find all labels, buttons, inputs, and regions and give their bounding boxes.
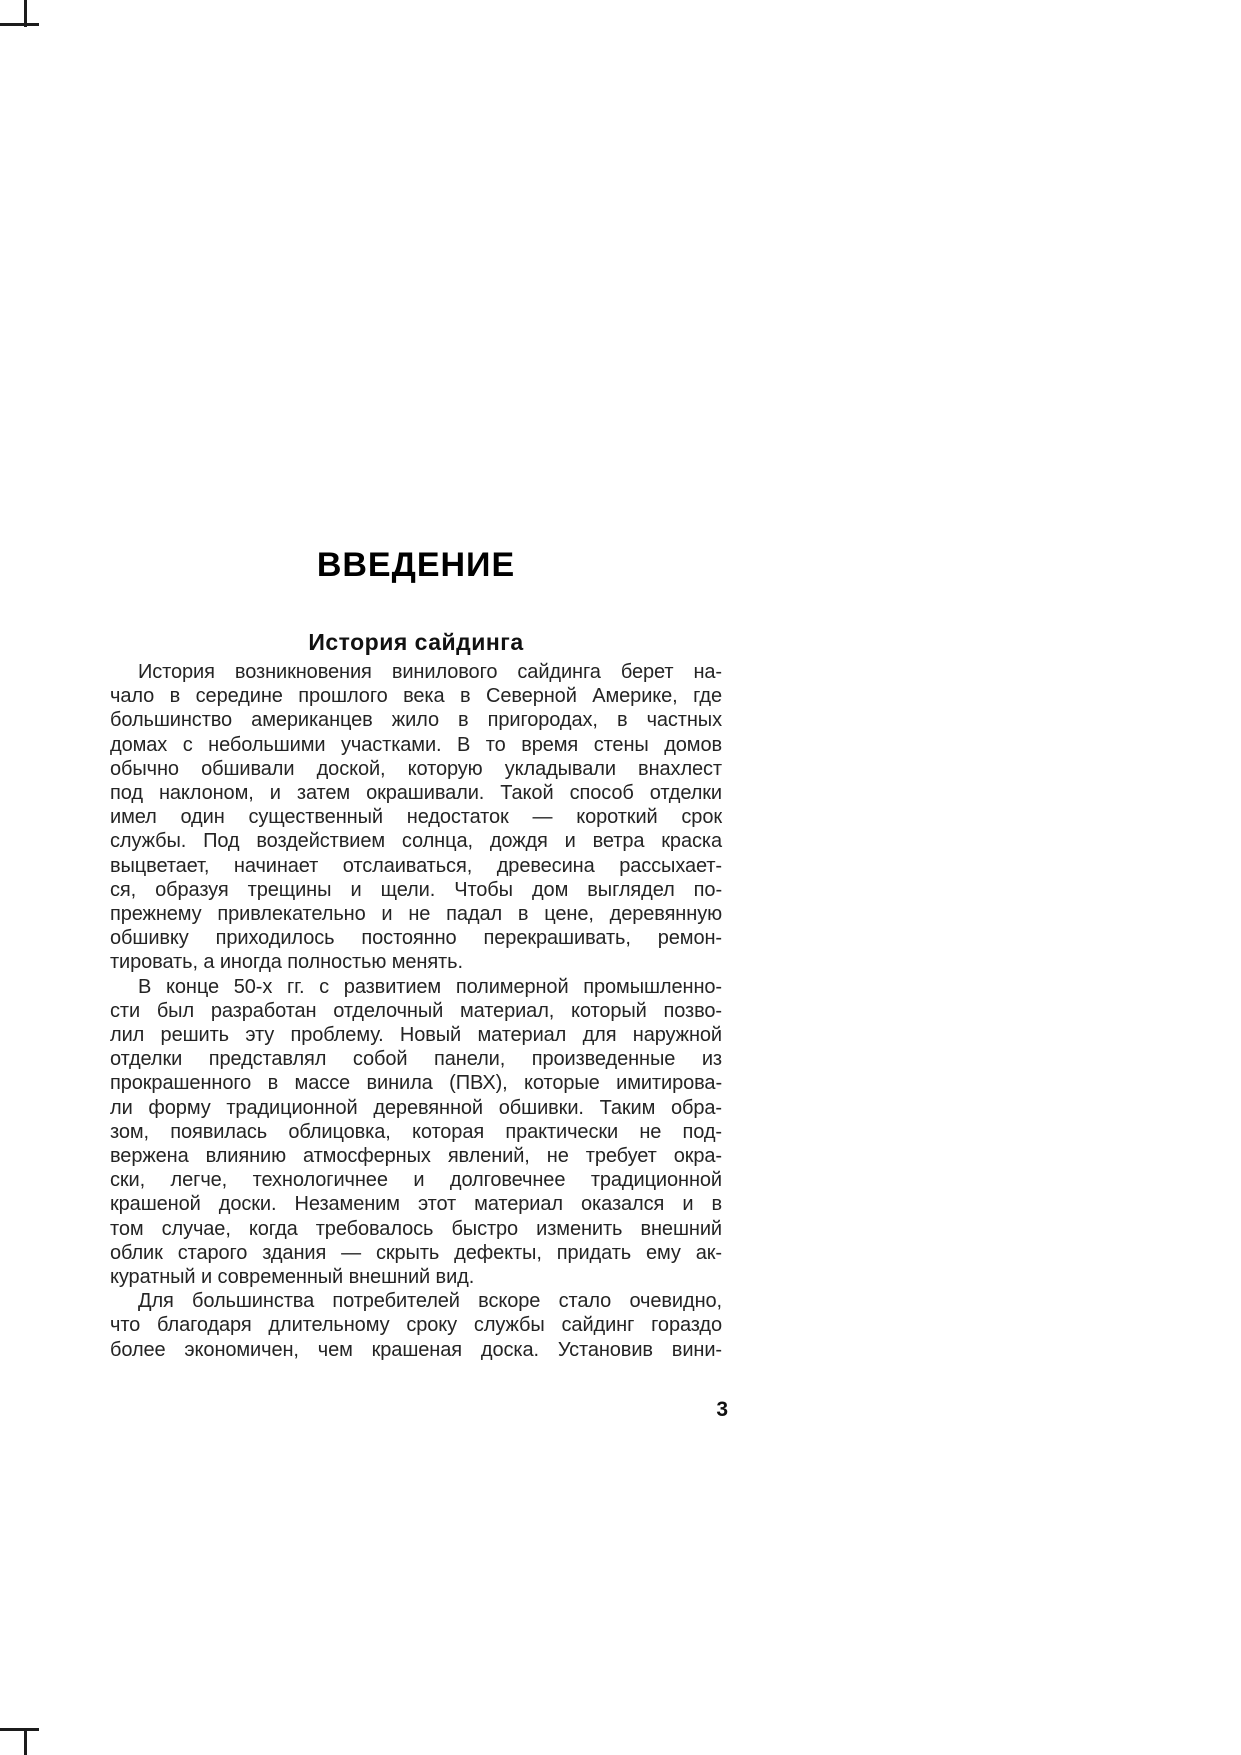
text-line: имел один существенный недостаток — короткий срок	[110, 806, 722, 829]
text-line: История возникновения винилового сайдинга берет на-	[138, 661, 722, 683]
crop-mark-bottom-left-horizontal	[0, 1728, 39, 1731]
text-line: сти был разработан отделочный материал, который позво-	[110, 999, 722, 1022]
text-line: ски, легче, технологичнее и долговечнее традиционной	[110, 1169, 722, 1192]
body-text	[110, 660, 722, 1362]
page-title: ВВЕДЕНИЕ	[316, 545, 516, 584]
crop-mark-bottom-left-vertical	[24, 1728, 27, 1755]
text-line: обычно обшивали доской, которую укладывали внахлест	[110, 757, 722, 780]
text-line: ли форму традиционной деревянной обшивки. Таким обра-	[110, 1096, 722, 1119]
text-line: куратный и современный внешний вид.	[110, 1266, 475, 1289]
page-number: 3	[716, 1398, 728, 1421]
section-heading: История сайдинга	[308, 629, 524, 656]
text-line: прокрашенного в массе винила (ПВХ), которые имитирова-	[110, 1072, 722, 1095]
text-line: облик старого здания — скрыть дефекты, придать ему ак-	[110, 1241, 722, 1264]
text-line: прежнему привлекательно и не падал в цене, деревянную	[110, 903, 722, 926]
text-line: под наклоном, и затем окрашивали. Такой способ отделки	[110, 782, 722, 805]
text-line: службы. Под воздействием солнца, дождя и ветра краска	[110, 830, 722, 853]
text-line: большинство американцев жило в пригородах, в частных	[110, 709, 722, 732]
text-line: вержена влиянию атмосферных явлений, не требует окра-	[110, 1145, 722, 1168]
text-line: крашеной доски. Незаменим этот материал оказался и в	[110, 1193, 722, 1216]
text-line: В конце 50-х гг. с развитием полимерной промышленно-	[138, 975, 722, 998]
crop-mark-top-left-horizontal	[0, 23, 39, 26]
text-line: лил решить эту проблему. Новый материал для наружной	[110, 1024, 722, 1047]
text-line: тировать, а иногда полностью менять.	[110, 951, 463, 974]
text-line: домах с небольшими участками. В то время стены домов	[110, 733, 722, 756]
text-line: Для большинства потребителей вскоре стало очевидно,	[138, 1290, 722, 1313]
text-line: зом, появилась облицовка, которая практически не под-	[110, 1120, 722, 1143]
text-line: выцветает, начинает отслаиваться, древесина рассыхает-	[110, 854, 722, 877]
text-line: ся, образуя трещины и щели. Чтобы дом выглядел по-	[110, 878, 722, 901]
text-line: что благодаря длительному сроку службы сайдинг гораздо	[110, 1314, 722, 1337]
text-line: отделки представлял собой панели, произведенные из	[110, 1048, 722, 1071]
text-line: чало в середине прошлого века в Северной Америке, где	[110, 685, 722, 708]
text-line: обшивку приходилось постоянно перекрашивать, ремон-	[110, 927, 722, 950]
text-line: более экономичен, чем крашеная доска. Установив вини-	[110, 1338, 722, 1361]
text-line: том случае, когда требовалось быстро изменить внешний	[110, 1217, 722, 1240]
